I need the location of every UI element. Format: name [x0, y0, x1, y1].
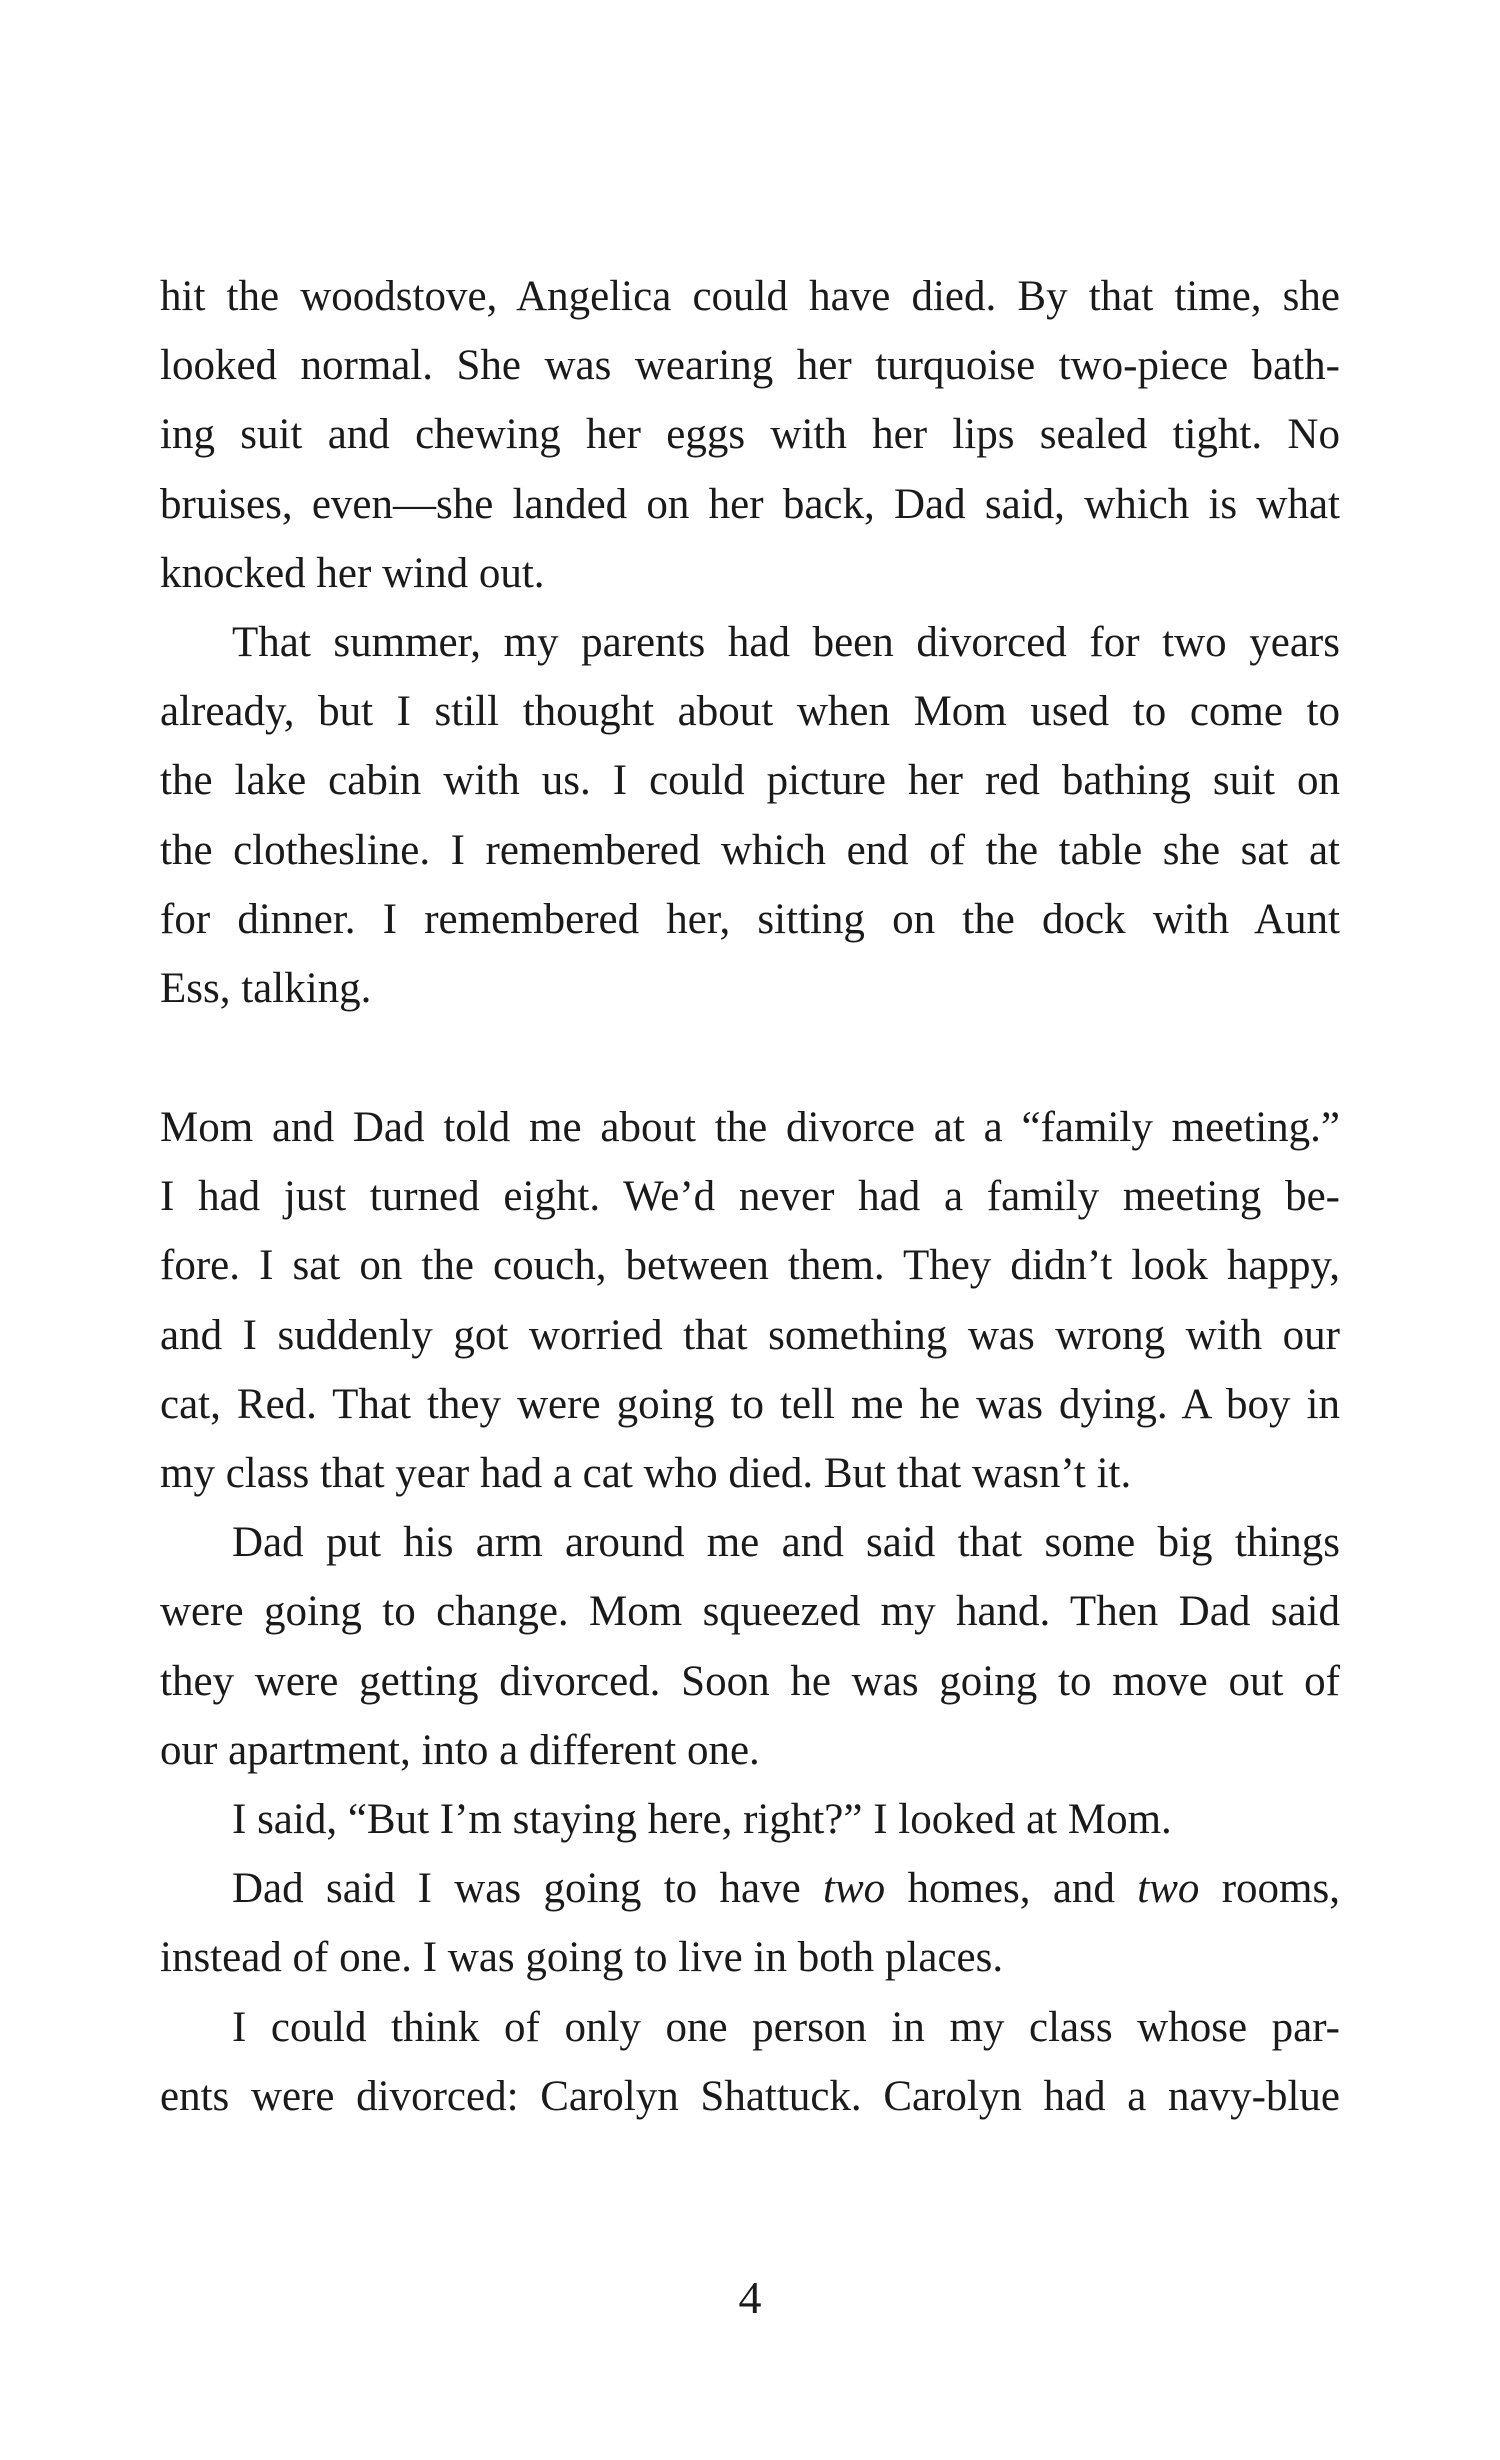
- text-run: my class that year had a cat who died. But that wasn’t it.: [160, 1450, 1132, 1497]
- text-line: [160, 1508, 1340, 1577]
- text-line: [160, 331, 1340, 400]
- text-line: [160, 1716, 1340, 1785]
- text-line: [160, 1993, 1340, 2062]
- text-run: Mom and Dad told me about the divorce at a “family meeting.”: [160, 1104, 1340, 1152]
- text-run: fore. I sat on the couch, between them. They didn’t look happy,: [160, 1242, 1340, 1290]
- text-run: for dinner. I remembered her, sitting on the dock with Aunt: [160, 895, 1340, 943]
- emphasis-text: two: [1137, 1865, 1200, 1913]
- text-run: Dad put his arm around me and said that some big things: [232, 1519, 1340, 1567]
- text-run: the lake cabin with us. I could picture her red bathing suit on: [160, 757, 1340, 805]
- text-run: rooms,: [1199, 1865, 1340, 1913]
- text-run: were going to change. Mom squeezed my hand. Then Dad said: [160, 1588, 1340, 1636]
- text-run: bruises, even—she landed on her back, Dad said, which is what: [160, 480, 1340, 528]
- paragraph: [160, 1508, 1340, 1785]
- text-run: the clothesline. I remembered which end of the table she sat at: [160, 826, 1340, 874]
- text-line: [160, 677, 1340, 746]
- paragraph: [160, 1785, 1340, 1854]
- paragraph: [160, 608, 1340, 1023]
- text-run: instead of one. I was going to live in both places.: [160, 1934, 1004, 1982]
- section-break: [160, 1023, 1340, 1093]
- text-line: [160, 1093, 1340, 1162]
- text-line: [160, 1439, 1340, 1508]
- text-run: knocked her wind out.: [160, 549, 545, 597]
- text-run: hit the woodstove, Angelica could have died. By that time, she: [160, 273, 1340, 320]
- text-run: Dad said I was going to have: [232, 1865, 824, 1913]
- text-run: That summer, my parents had been divorced for two years: [232, 618, 1340, 666]
- text-run: I said, “But I’m staying here, right?” I looked at Mom.: [232, 1795, 1172, 1843]
- page-number: 4: [738, 2272, 762, 2323]
- text-line: [160, 1301, 1340, 1370]
- text-line: [160, 885, 1340, 954]
- text-line: [160, 262, 1340, 331]
- text-run: ing suit and chewing her eggs with her lips sealed tight. No: [160, 411, 1340, 459]
- paragraph: [160, 1993, 1340, 2131]
- text-run: I could think of only one person in my class whose par-: [232, 2003, 1340, 2051]
- text-run: already, but I still thought about when Mom used to come to: [160, 688, 1340, 736]
- text-line: [160, 539, 1340, 608]
- text-line: [160, 1231, 1340, 1300]
- text-line: [160, 816, 1340, 885]
- text-line: [160, 746, 1340, 815]
- text-run: ents were divorced: Carolyn Shattuck. Carolyn had a navy-blue: [160, 2072, 1340, 2120]
- text-run: our apartment, into a different one.: [160, 1726, 760, 1774]
- text-run: homes, and: [885, 1865, 1138, 1913]
- text-line: [160, 608, 1340, 677]
- text-run: I had just turned eight. We’d never had a family meeting be-: [160, 1173, 1340, 1221]
- paragraph: [160, 1854, 1340, 1992]
- text-run: and I suddenly got worried that something was wrong with our: [160, 1311, 1340, 1359]
- text-line: [160, 1923, 1340, 1992]
- text-line: [160, 1785, 1340, 1854]
- paragraph: [160, 262, 1340, 608]
- text-line: [160, 470, 1340, 539]
- text-line: [160, 1647, 1340, 1716]
- text-line: [160, 2062, 1340, 2131]
- text-line: [160, 1577, 1340, 1646]
- body-text: [160, 262, 1340, 2131]
- text-run: they were getting divorced. Soon he was going to move out of: [160, 1657, 1340, 1705]
- text-line: [160, 954, 1340, 1023]
- text-run: cat, Red. That they were going to tell me he was dying. A boy in: [160, 1380, 1340, 1428]
- text-run: Ess, talking.: [160, 964, 372, 1012]
- text-line: [160, 400, 1340, 469]
- text-line: [160, 1370, 1340, 1439]
- text-line: [160, 1854, 1340, 1923]
- text-run: looked normal. She was wearing her turquoise two-piece bath-: [160, 342, 1340, 390]
- paragraph: [160, 1093, 1340, 1508]
- text-line: [160, 1162, 1340, 1231]
- emphasis-text: two: [823, 1865, 886, 1913]
